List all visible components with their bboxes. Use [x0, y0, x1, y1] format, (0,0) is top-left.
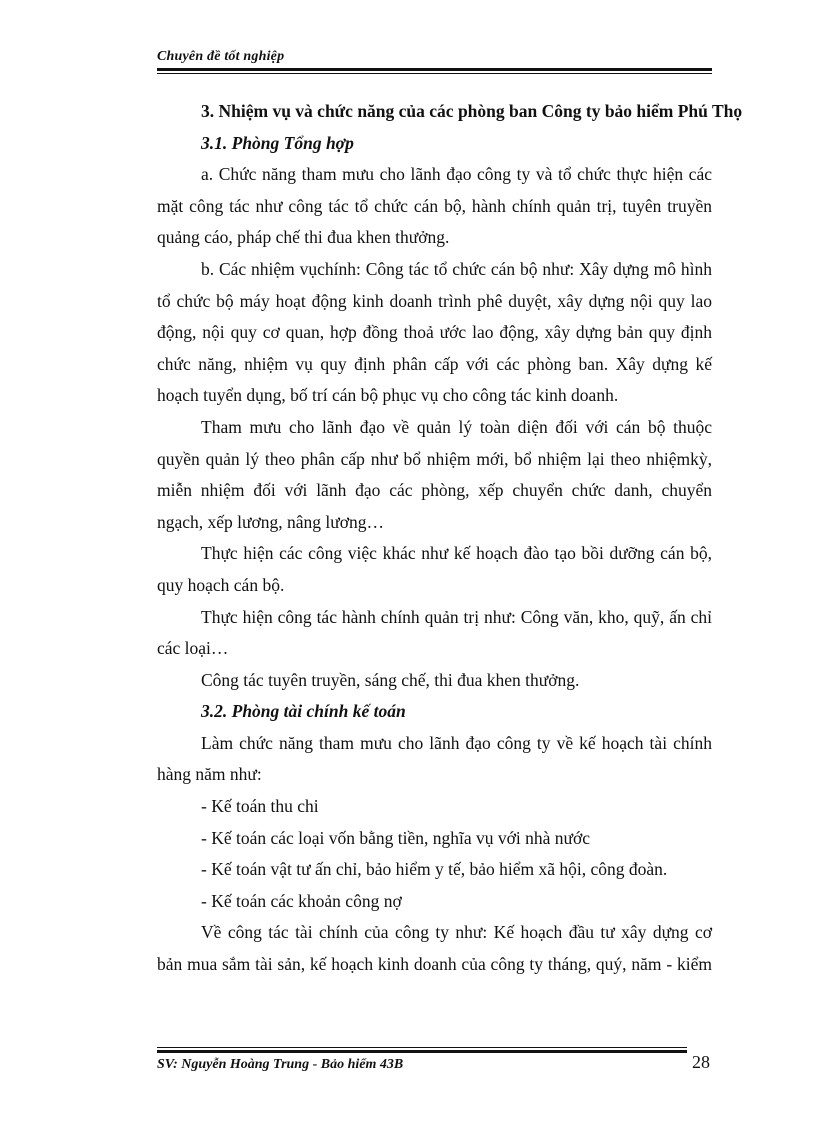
paragraph-line: chức năng, nhiệm vụ quy định phân cấp với các phòng ban. Xây dựng kế	[157, 353, 712, 374]
paragraph-line: Thực hiện công tác hành chính quản trị như: Công văn, kho, quỹ, ấn chỉ	[201, 606, 712, 627]
paragraph-line: b. Các nhiệm vụchính: Công tác tổ chức cán bộ như: Xây dựng mô hình	[201, 258, 712, 279]
footer-author: SV: Nguyễn Hoàng Trung - Bảo hiểm 43B	[157, 1057, 404, 1072]
paragraph-line: quảng cáo, pháp chế thi đua khen thưởng.	[157, 227, 450, 248]
paragraph-line: Tham mưu cho lãnh đạo về quản lý toàn diện đối với cán bộ thuộc	[201, 416, 712, 437]
header-rule-thick	[157, 68, 712, 71]
paragraph-line: mặt công tác như công tác tổ chức cán bộ, hành chính quản trị, tuyên truyền	[157, 195, 712, 216]
paragraph-line: a. Chức năng tham mưu cho lãnh đạo công ty và tổ chức thực hiện các	[201, 164, 712, 185]
paragraph-line: miễn nhiệm đối với lãnh đạo các phòng, xếp chuyển chức danh, chuyển	[157, 480, 712, 501]
list-item: - Kế toán thu chi	[201, 796, 319, 817]
section-heading: 3. Nhiệm vụ và chức năng của các phòng ban Công ty bảo hiểm Phú Thọ	[201, 101, 743, 121]
paragraph-line: Làm chức năng tham mưu cho lãnh đạo công ty về kế hoạch tài chính	[201, 732, 712, 753]
paragraph-line: Công tác tuyên truyền, sáng chế, thi đua khen thưởng.	[201, 669, 580, 690]
list-item: - Kế toán vật tư ấn chỉ, bảo hiểm y tế, bảo hiểm xã hội, công đoàn.	[201, 859, 668, 880]
paragraph-line: quyền quản lý theo phân cấp như bổ nhiệm mới, bổ nhiệm lại theo nhiệmkỳ,	[157, 448, 712, 469]
header-title: Chuyên đề tốt nghiệp	[157, 49, 285, 64]
list-item: - Kế toán các loại vốn bằng tiền, nghĩa vụ với nhà nước	[201, 827, 591, 848]
header-rule-thin	[157, 73, 712, 74]
subsection-heading: 3.2. Phòng tài chính kế toán	[201, 701, 406, 722]
paragraph-line: tổ chức bộ máy hoạt động kinh doanh trình phê duyệt, xây dựng nội quy lao	[157, 290, 712, 311]
footer-rule-thin	[157, 1047, 687, 1048]
paragraph-line: các loại…	[157, 638, 229, 659]
paragraph-line: ngạch, xếp lương, nâng lương…	[157, 511, 385, 532]
footer-rule-thick	[157, 1050, 687, 1053]
paragraph-line: Thực hiện các công việc khác như kế hoạch đào tạo bồi dưỡng cán bộ,	[201, 543, 712, 564]
subsection-heading: 3.1. Phòng Tổng hợp	[201, 132, 354, 153]
paragraph-line: hoạch tuyển dụng, bố trí cán bộ phục vụ cho công tác kinh doanh.	[157, 385, 619, 406]
paragraph-line: động, nội quy cơ quan, hợp đồng thoả ước lao động, xây dựng bản quy định	[157, 322, 712, 343]
list-item: - Kế toán các khoản công nợ	[201, 890, 402, 911]
paragraph-line: hàng năm như:	[157, 764, 262, 785]
page-content	[157, 96, 743, 981]
page-number: 28	[692, 1052, 710, 1072]
paragraph-line: quy hoạch cán bộ.	[157, 574, 285, 595]
paragraph-line: Về công tác tài chính của công ty như: Kế hoạch đầu tư xây dựng cơ	[201, 922, 712, 943]
paragraph-line: bản mua sắm tài sản, kế hoạch kinh doanh của công ty tháng, quý, năm - kiểm	[157, 954, 712, 975]
